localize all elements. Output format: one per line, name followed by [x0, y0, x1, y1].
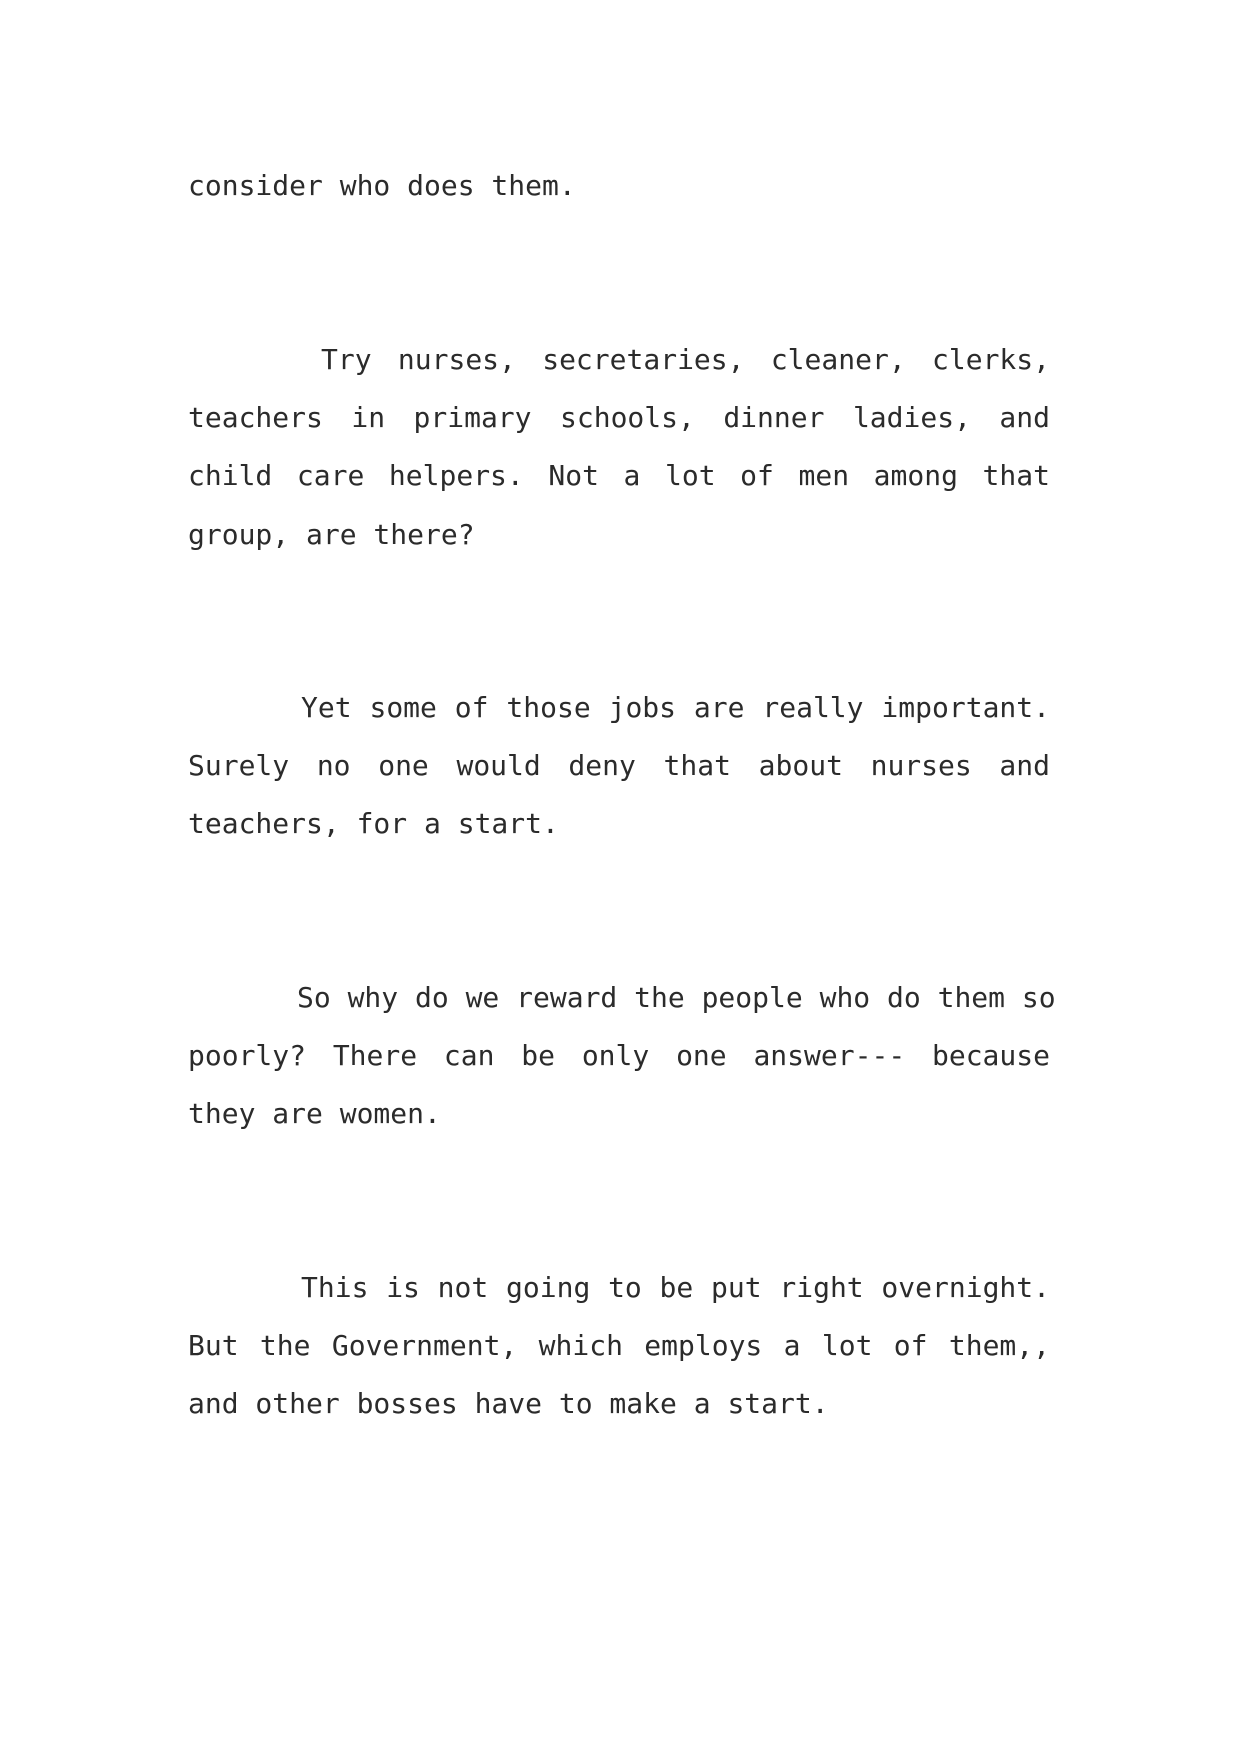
text-line: Surely no one would deny that about nurses and	[188, 749, 1050, 782]
text-line: group, are there?	[188, 518, 475, 551]
text-line: Try nurses, secretaries, cleaner, clerks,	[321, 343, 1050, 376]
text-line: teachers, for a start.	[188, 807, 559, 840]
text-line: So why do we reward the people who do them so	[297, 981, 1056, 1014]
text-line: teachers in primary schools, dinner ladies, and	[188, 401, 1050, 434]
text-line: This is not going to be put right overnight.	[301, 1271, 1050, 1304]
text-line: they are women.	[188, 1097, 441, 1130]
text-line: Yet some of those jobs are really important.	[301, 691, 1050, 724]
text-line: consider who does them.	[188, 169, 576, 202]
text-line: But the Government, which employs a lot of them,,	[188, 1329, 1050, 1362]
text-line: child care helpers. Not a lot of men among that	[188, 459, 1050, 492]
text-line: poorly? There can be only one answer--- because	[188, 1039, 1050, 1072]
text-line: and other bosses have to make a start.	[188, 1387, 829, 1420]
